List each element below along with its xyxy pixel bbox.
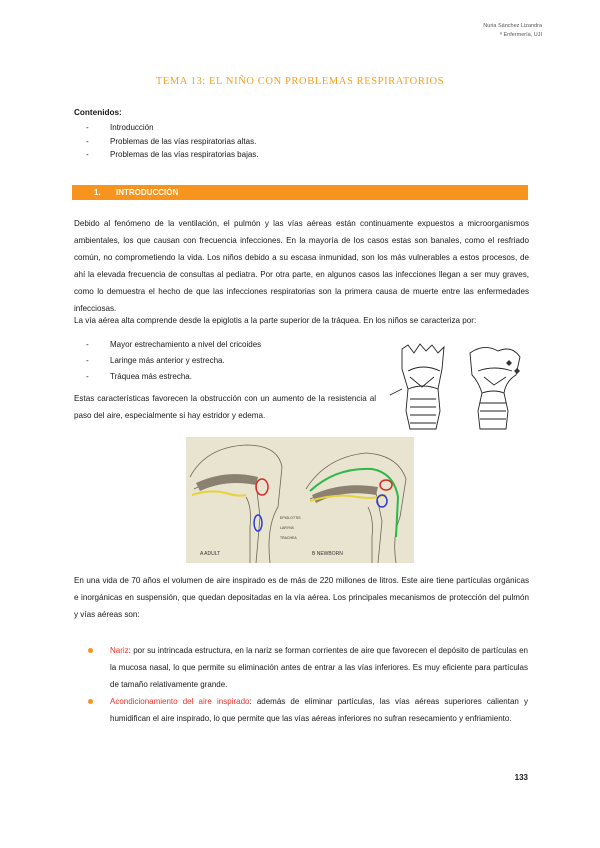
paragraph-intro: Debido al fenómeno de la ventilación, el pulmón y las vías aéreas están continuamente expuestos a microorganismos ambientales, los que causan con frecuencia infecciones. En la mayoría de los casos estas son banales, como el resfriado común, no comprometiendo la vida. Los niños debido a su escasa inmunidad, son los más vulnerables a estos procesos, de ahí la elevada frecuencia de consultas al pediatra. Por otra parte, en algunos casos las infecciones llegan a ser muy graves, como lo demuestra el hecho de que las infecciones respiratorias son la primera causa de muerte entre las enfermedades infecciosas. <box>74 219 529 313</box>
list-item: - Introducción <box>86 123 154 132</box>
list-item: - Problemas de las vías respiratorias bajas. <box>86 150 259 159</box>
contents-list <box>86 121 259 162</box>
bullet-icon <box>88 648 93 653</box>
list-item <box>88 693 528 727</box>
author-course: º Enfermería, UJI <box>499 32 542 38</box>
paragraph-airway: La vía aérea alta comprende desde la epiglotis a la parte superior de la tráquea. En los niños se caracteriza por: <box>74 316 477 325</box>
larynx-label: LARYNX <box>280 526 294 530</box>
list-item <box>88 642 528 693</box>
list-item: - Tráquea más estrecha. <box>86 372 192 381</box>
paragraph-obstruction: Estas características favorecen la obstrucción con un aumento de la resistencia al paso del aire, especialmente si hay estridor y edema. <box>74 394 376 420</box>
paragraph-protection: En una vida de 70 años el volumen de aire inspirado es de más de 220 millones de litros. Este aire tiene partículas orgánicas e inorgánicas en suspensión, que quedan depositadas en la vía aérea. Los principales mecanismos de protección del pulmón y vías aéreas son: <box>74 576 529 619</box>
contents-heading: Contenidos: <box>74 108 122 117</box>
list-item: - Mayor estrechamiento a nivel del cricoides <box>86 340 262 349</box>
section-title: INTRODUCCIÓN <box>116 188 179 197</box>
mechanism-text: : además de eliminar partículas, las vías aéreas superiores calientan y humidifican el aire inspirado, lo que permite que las vías aéreas inferiores no sufran resecamiento y enfriamiento. <box>110 697 528 723</box>
mechanism-term: Nariz <box>110 646 129 655</box>
page-title: TEMA 13: EL NIÑO CON PROBLEMAS RESPIRATORIOS <box>155 76 445 87</box>
bullet-icon <box>88 699 93 704</box>
larynx-illustration <box>388 341 528 433</box>
epiglottis-label: EPIGLOTTIS <box>280 516 301 520</box>
section-number: 1. <box>94 188 101 197</box>
list-item: - Laringe más anterior y estrecha. <box>86 356 225 365</box>
newborn-label: B NEWBORN <box>312 551 343 557</box>
trachea-label: TRACHEA <box>280 536 297 540</box>
section-header-bar <box>72 185 528 200</box>
mechanism-term: Acondicionamiento del aire inspirado <box>110 697 250 706</box>
mechanism-text: : por su intrincada estructura, en la nariz se forman corrientes de aire que favorecen el depósito de partículas en la mucosa nasal, lo que permite su eliminación antes de entrar a las vías inferiores. Es muy eficiente para partículas de tamaño relativamente grande. <box>110 646 528 689</box>
airway-comparison-figure <box>186 437 414 563</box>
author-block <box>483 22 542 40</box>
list-item: - Problemas de las vías respiratorias altas. <box>86 136 257 146</box>
author-name: Nuria Sánchez Lizandra <box>483 23 542 29</box>
adult-label: A ADULT <box>200 551 221 557</box>
page-number: 133 <box>514 773 528 782</box>
